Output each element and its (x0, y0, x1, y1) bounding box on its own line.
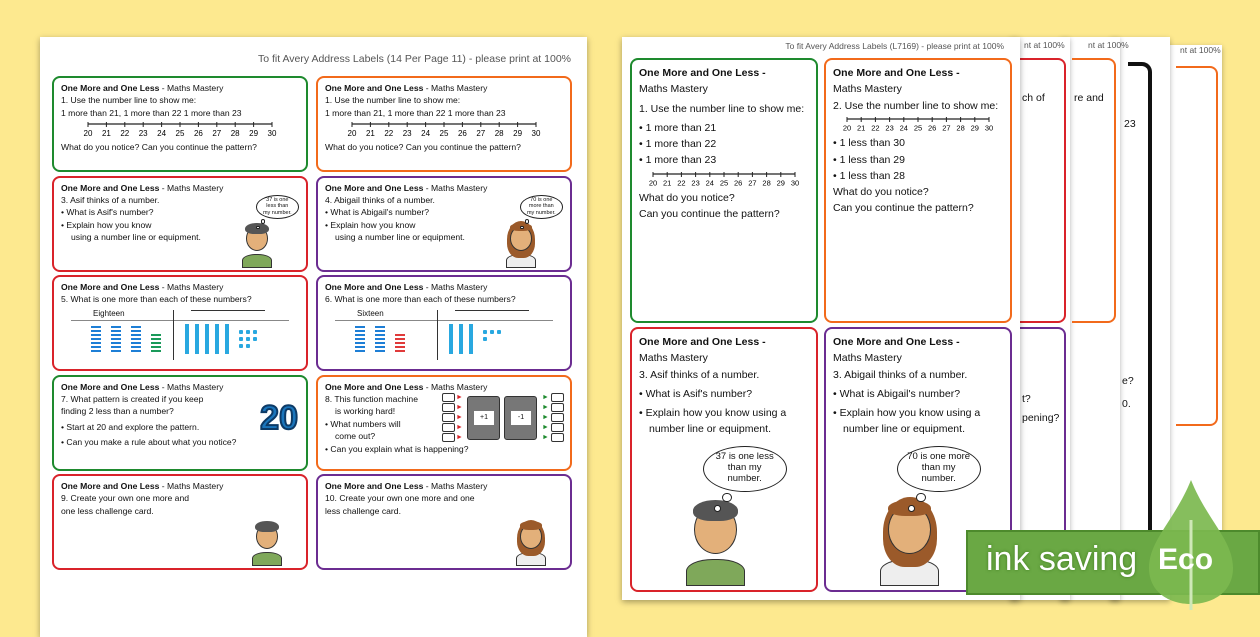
tick-label: 25 (913, 123, 923, 133)
bubble-dot (714, 505, 721, 512)
card-text: 1 more than 21, 1 more than 22 1 more than 23 (325, 107, 506, 118)
card-text: 5. What is one more than each of these numbers? (61, 294, 252, 305)
input-box (442, 423, 455, 432)
divider-line (71, 320, 289, 321)
card-title (325, 480, 563, 492)
bubble-dot (722, 493, 731, 502)
card-text: • What is Asif's number? (639, 387, 753, 400)
input-arrow: ► (456, 413, 463, 421)
card-text: 1. Use the number line to show me: (325, 95, 461, 106)
card-title-bold: One More and One Less (325, 282, 424, 292)
tick-label: 22 (677, 178, 686, 188)
back-page-text-fragment: t? (1022, 393, 1031, 405)
tick-label: 22 (120, 129, 130, 139)
card-title-bold: One More and One Less (325, 182, 424, 193)
task-card (316, 474, 572, 570)
input-box (442, 433, 455, 442)
card-title (325, 82, 563, 94)
shirt (686, 559, 745, 586)
big-number: 20 (260, 398, 298, 437)
card-title (639, 334, 809, 367)
place-value-diagram (61, 308, 299, 360)
card-text: • Can you make a rule about what you notice? (61, 437, 237, 448)
tick-label: 25 (439, 129, 449, 139)
tick-label: 26 (457, 129, 467, 139)
partial-frame (151, 334, 161, 352)
task-card (52, 375, 308, 471)
card-title-rest: - Maths Mastery (159, 282, 224, 292)
tick-label: 20 (648, 178, 658, 188)
tick-label: 21 (101, 129, 111, 139)
unit-cube (253, 330, 257, 334)
card-title-bold: One More and One Less (325, 481, 424, 491)
task-card (316, 375, 572, 471)
card-text: less challenge card. (325, 505, 401, 516)
mini-number-line (455, 310, 529, 311)
number-line (344, 121, 544, 139)
shirt (242, 254, 273, 268)
tick-label: 22 (384, 129, 394, 139)
card-text: 9. Create your own one more and (61, 493, 190, 504)
output-arrow: ► (542, 423, 549, 431)
card-title-bold: One More and One Less - (639, 67, 766, 79)
task-card (52, 176, 308, 272)
card-text: • 1 less than 30 (833, 137, 905, 150)
card-text: What do you notice? (833, 186, 929, 199)
output-box (551, 393, 564, 402)
tick-label: 26 (193, 129, 203, 139)
card-title (325, 281, 563, 293)
back-page-text-fragment: nt at 100% (1088, 40, 1129, 50)
tick-label: 29 (249, 129, 259, 139)
number-word: Sixteen (357, 308, 384, 318)
bubble-dot (916, 493, 925, 502)
thought-bubble: 37 is one less than my number. (256, 195, 299, 219)
unit-cube (246, 344, 250, 348)
card-text: • 1 more than 21 (639, 121, 717, 134)
card-title (639, 65, 809, 98)
tick-label: 21 (663, 178, 672, 188)
card-text: 8. This function machine (325, 393, 418, 404)
unit-cube (483, 337, 487, 341)
unit-cube (253, 337, 257, 341)
back-page-text-fragment: nt at 100% (1024, 40, 1065, 50)
tick-label: 29 (513, 129, 523, 139)
card-title-rest: - Maths Mastery (159, 182, 224, 193)
tens-rod (449, 324, 453, 354)
card-title-rest: - Maths Mastery (423, 481, 488, 491)
back-page-text-fragment: nt at 100% (1180, 45, 1221, 55)
card-title (61, 381, 299, 393)
tick-label: 21 (365, 129, 375, 139)
card-title (61, 82, 299, 94)
card-title-bold: One More and One Less (61, 481, 160, 491)
card-text: one less challenge card. (61, 505, 154, 516)
tick-label: 26 (734, 178, 743, 188)
output-box (551, 403, 564, 412)
card-text: • 1 less than 28 (833, 169, 905, 182)
card-text: 2. Use the number line to show me: (833, 99, 999, 112)
task-card (52, 474, 308, 570)
tens-frame (375, 326, 385, 352)
task-card (52, 76, 308, 172)
card-title (61, 182, 299, 194)
divider-vertical (173, 310, 174, 360)
tick-label: 23 (691, 178, 700, 188)
tick-label: 28 (230, 129, 240, 139)
back-page-text-fragment: e? (1122, 375, 1134, 387)
back-page-text-fragment: 23 (1124, 118, 1136, 130)
back-page-text-fragment: pening? (1022, 412, 1060, 424)
hair (520, 521, 542, 529)
input-arrow: ► (456, 403, 463, 411)
hair (255, 521, 279, 532)
thought-bubble: 37 is one less than my number. (703, 446, 787, 492)
card-text: 1 more than 21, 1 more than 22 1 more than 23 (61, 107, 242, 118)
card-text: number line or equipment. (843, 423, 965, 436)
input-box (442, 403, 455, 412)
card-text: • What numbers will (325, 418, 401, 429)
card-text: • 1 more than 23 (639, 154, 717, 167)
card-text: • What is Asif's number? (61, 207, 154, 218)
card-text: come out? (335, 431, 376, 442)
tick-label: 20 (842, 123, 852, 133)
card-text: • What is Abigail's number? (833, 387, 961, 400)
card-text: Can you continue the pattern? (833, 202, 974, 215)
card-title (325, 381, 563, 393)
card-text: 4. Abigail thinks of a number. (325, 194, 435, 205)
unit-cube (239, 337, 243, 341)
card-title-rest: - Maths Mastery (159, 381, 224, 392)
number-line (839, 116, 997, 134)
input-arrow: ► (456, 423, 463, 431)
card-title-rest: Maths Mastery (639, 352, 708, 365)
output-box (551, 423, 564, 432)
bubble-dot (520, 226, 524, 230)
card-title-rest: - Maths Mastery (423, 182, 488, 193)
tens-rod (185, 324, 189, 354)
tens-frame (355, 326, 365, 352)
place-value-diagram (325, 308, 563, 360)
card-text: • 1 more than 22 (639, 138, 717, 151)
card-title-rest: - Maths Mastery (423, 83, 488, 93)
boy-illustration (246, 517, 288, 566)
tick-label: 22 (871, 123, 880, 133)
tick-label: 23 (138, 129, 148, 139)
page-header: To fit Avery Address Labels (14 Per Page 11) - please print at 100% (257, 53, 571, 65)
back-page-text-fragment: 0. (1122, 398, 1131, 410)
unit-cube (497, 330, 501, 334)
tick-label: 30 (984, 123, 994, 133)
unit-cube (490, 330, 494, 334)
card-title-bold: One More and One Less - (639, 336, 766, 348)
robot-operation: -1 (511, 411, 531, 425)
tick-label: 28 (494, 129, 504, 139)
page-header: To fit Avery Address Labels (L7169) - please print at 100% (785, 41, 1004, 51)
card-title (61, 281, 299, 293)
ink-saving-label: ink saving (986, 540, 1138, 578)
task-card (316, 176, 572, 272)
back-page-text-fragment: ch of (1022, 92, 1045, 104)
tens-rod (195, 324, 199, 354)
tens-rod (459, 324, 463, 354)
tens-frame (111, 326, 121, 352)
card-text: Can you continue the pattern? (639, 208, 780, 221)
tick-label: 27 (212, 129, 222, 139)
tens-rod (215, 324, 219, 354)
tick-label: 24 (421, 129, 431, 139)
output-box (551, 413, 564, 422)
task-card (52, 275, 308, 371)
card-text: 1. Use the number line to show me: (639, 102, 805, 115)
tick-label: 25 (719, 178, 729, 188)
task-card (824, 58, 1012, 323)
card-text: What do you notice? (639, 192, 735, 205)
card-text: • 1 less than 29 (833, 153, 905, 166)
card-title-bold: One More and One Less - (833, 67, 960, 79)
tick-label: 29 (776, 178, 785, 188)
card-text: • Can you explain what is happening? (325, 443, 469, 454)
number-line (80, 121, 280, 139)
tick-label: 23 (402, 129, 412, 139)
input-arrow: ► (456, 393, 463, 401)
back-page-black-border (1128, 62, 1152, 542)
card-text: using a number line or equipment. (71, 232, 201, 243)
tick-label: 24 (705, 178, 714, 188)
tick-label: 27 (476, 129, 486, 139)
tick-label: 28 (956, 123, 965, 133)
tick-label: 27 (942, 123, 951, 133)
card-text: 3. Asif thinks of a number. (639, 368, 760, 381)
output-arrow: ► (542, 403, 549, 411)
tick-label: 25 (175, 129, 185, 139)
task-card (316, 76, 572, 172)
card-text: What do you notice? Can you continue the pattern? (61, 142, 257, 153)
task-card (630, 327, 818, 592)
card-text: 7. What pattern is created if you keep (61, 393, 204, 404)
bubble-dot (908, 505, 915, 512)
divider-vertical (437, 310, 438, 360)
card-title-rest: - Maths Mastery (159, 481, 224, 491)
tick-label: 21 (857, 123, 866, 133)
tick-label: 26 (928, 123, 937, 133)
card-title-rest: Maths Mastery (833, 83, 902, 96)
mini-number-line (191, 310, 265, 311)
back-card-strip (1176, 66, 1218, 426)
output-arrow: ► (542, 413, 549, 421)
card-text: 10. Create your own one more and one (325, 493, 475, 504)
card-title-rest: Maths Mastery (639, 83, 708, 96)
card-title-rest: - Maths Mastery (159, 83, 224, 93)
card-text: • Explain how you know using a (639, 407, 787, 420)
back-page-text-fragment: re and (1074, 92, 1104, 104)
card-text: 3. Abigail thinks of a number. (833, 368, 968, 381)
tick-label: 20 (83, 129, 93, 139)
card-title-bold: One More and One Less (61, 282, 160, 292)
unit-cube (246, 337, 250, 341)
unit-cube (239, 330, 243, 334)
tick-label: 24 (157, 129, 167, 139)
tick-label: 28 (762, 178, 771, 188)
shirt (252, 552, 283, 566)
card-text: • Explain how you know (325, 219, 416, 230)
card-text: • Explain how you know using a (833, 407, 981, 420)
tick-label: 20 (347, 129, 357, 139)
card-title (833, 334, 1003, 367)
card-text: 3. Asif thinks of a number. (61, 194, 160, 205)
input-arrow: ► (456, 433, 463, 441)
card-title-bold: One More and One Less (325, 381, 424, 392)
tick-label: 29 (970, 123, 979, 133)
number-line (645, 171, 803, 189)
card-title-bold: One More and One Less - (833, 336, 960, 348)
card-title (61, 480, 299, 492)
task-card (630, 58, 818, 323)
card-text: is working hard! (335, 406, 396, 417)
divider-line (335, 320, 553, 321)
card-text: 1. Use the number line to show me: (61, 95, 197, 106)
tick-label: 30 (790, 178, 800, 188)
tens-rod (469, 324, 473, 354)
tick-label: 27 (748, 178, 757, 188)
tick-label: 23 (885, 123, 894, 133)
partial-frame (395, 334, 405, 352)
tick-label: 30 (267, 129, 277, 139)
card-text: What do you notice? Can you continue the pattern? (325, 142, 521, 153)
card-title-rest: - Maths Mastery (423, 381, 488, 392)
tick-label: 30 (531, 129, 541, 139)
eco-label: Eco (1158, 543, 1214, 576)
input-box (442, 393, 455, 402)
function-machine-illustration (442, 393, 566, 443)
thought-bubble: 70 is one more than my number. (520, 195, 563, 219)
tick-label: 24 (899, 123, 908, 133)
robot (467, 396, 500, 440)
girl-illustration (510, 517, 552, 566)
card-text: using a number line or equipment. (335, 232, 465, 243)
card-text: • What is Abigail's number? (325, 207, 430, 218)
card-title-rest: Maths Mastery (833, 352, 902, 365)
unit-cube (483, 330, 487, 334)
card-text: • Explain how you know (61, 219, 152, 230)
card-title-bold: One More and One Less (61, 182, 160, 193)
card-title-bold: One More and One Less (61, 381, 160, 392)
tens-rod (205, 324, 209, 354)
robot (504, 396, 537, 440)
card-title-bold: One More and One Less (61, 83, 160, 93)
output-arrow: ► (542, 393, 549, 401)
bubble-dot (256, 226, 260, 230)
tens-frame (91, 326, 101, 352)
card-title-rest: - Maths Mastery (423, 282, 488, 292)
card-text: • Start at 20 and explore the pattern. (61, 421, 200, 432)
card-text: number line or equipment. (649, 423, 771, 436)
unit-cube (239, 344, 243, 348)
card-title-bold: One More and One Less (325, 83, 424, 93)
output-box (551, 433, 564, 442)
card-text: 6. What is one more than each of these numbers? (325, 294, 516, 305)
card-title (833, 65, 1003, 98)
card-text: finding 2 less than a number? (61, 406, 174, 417)
unit-cube (246, 330, 250, 334)
tens-rod (225, 324, 229, 354)
task-card (316, 275, 572, 371)
thought-bubble: 70 is one more than my number. (897, 446, 981, 492)
number-word: Eighteen (93, 308, 125, 318)
output-arrow: ► (542, 433, 549, 441)
robot-operation: +1 (474, 411, 494, 425)
card-title (325, 182, 563, 194)
tens-frame (131, 326, 141, 352)
input-box (442, 413, 455, 422)
